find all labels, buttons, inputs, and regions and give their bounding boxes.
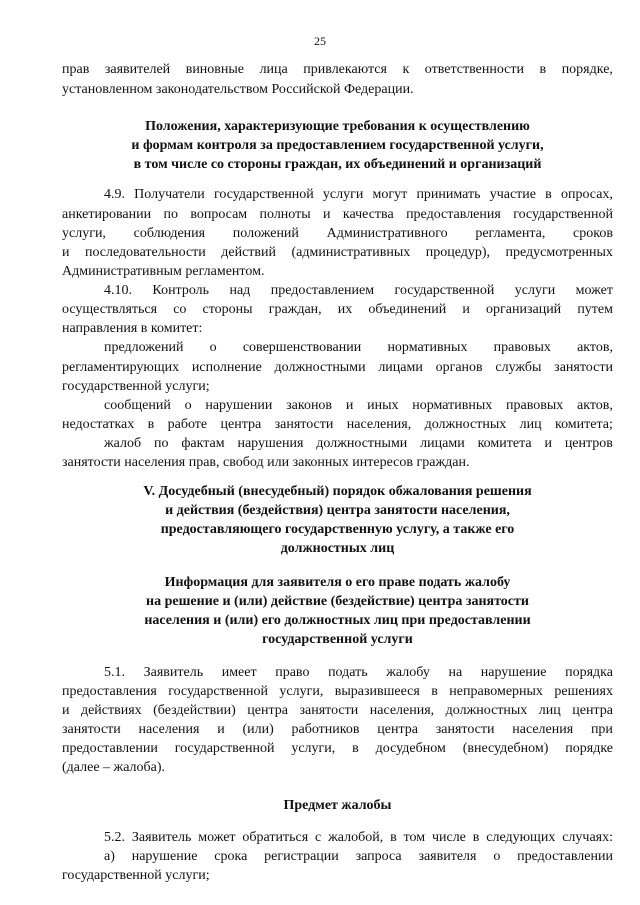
- section-heading: в том числе со стороны граждан, их объединений и организаций: [133, 157, 542, 172]
- paragraph-line: 5.2. Заявитель может обратиться с жалобой, в том числе в следующих случаях:: [104, 830, 613, 845]
- paragraph-line: предложений о совершенствовании нормативных правовых актов,: [104, 340, 613, 355]
- chapter-heading: V. Досудебный (внесудебный) порядок обжалования решения: [143, 484, 532, 499]
- paragraph-line: занятости населения прав, свобод или законных интересов граждан.: [62, 455, 470, 470]
- paragraph-line: Административным регламентом.: [62, 264, 265, 279]
- section-heading: и формам контроля за предоставлением государственной услуги,: [131, 138, 544, 153]
- paragraph-line: и последовательности действий (административных процедур), предусмотренных: [62, 245, 613, 260]
- section-heading: государственной услуги: [262, 632, 413, 647]
- paragraph-line: государственной услуги;: [62, 868, 210, 883]
- paragraph-line: жалоб по фактам нарушения должностными лицами комитета и центров: [104, 436, 613, 451]
- paragraph-line: (далее – жалоба).: [62, 760, 166, 775]
- chapter-heading: и действия (бездействия) центра занятости населения,: [165, 503, 510, 518]
- paragraph-line: и действиях (бездействии) центра занятости населения, должностных лиц центра: [62, 703, 613, 718]
- paragraph-line: установленном законодательством Российской Федерации.: [62, 82, 414, 97]
- paragraph-line: предоставлении государственной услуги, в досудебном (внесудебном) порядке: [62, 741, 613, 756]
- paragraph-line: сообщений о нарушении законов и иных нормативных правовых актов,: [104, 398, 613, 413]
- paragraph-line: прав заявителей виновные лица привлекаются к ответственности в порядке,: [62, 62, 613, 77]
- paragraph-line: 4.9. Получатели государственной услуги могут принимать участие в опросах,: [104, 187, 613, 202]
- paragraph-line: недостатках в работе центра занятости населения, должностных лиц комитета;: [62, 417, 613, 432]
- paragraph-line: направления в комитет:: [62, 321, 203, 336]
- paragraph-line: осуществляться со стороны граждан, их объединений и организаций путем: [62, 302, 613, 317]
- section-heading: населения и (или) его должностных лиц при предоставлении: [144, 613, 531, 628]
- paragraph-line: услуги, соблюдения положений Административного регламента, сроков: [62, 226, 613, 241]
- paragraph-line: регламентирующих исполнение должностными лицами органов службы занятости: [62, 360, 613, 375]
- chapter-heading: предоставляющего государственную услугу, а также его: [160, 522, 515, 537]
- section-heading: Предмет жалобы: [283, 798, 392, 813]
- section-heading: Положения, характеризующие требования к осуществлению: [145, 119, 530, 134]
- paragraph-line: анкетировании по вопросам полноты и качества предоставления государственной: [62, 207, 613, 222]
- chapter-heading: должностных лиц: [280, 541, 395, 556]
- paragraph-line: предоставления государственной услуги, выразившееся в неправомерных решениях: [62, 684, 613, 699]
- page-number: 25: [314, 34, 326, 48]
- paragraph-line: занятости населения и (или) работников центра занятости населения при: [62, 722, 613, 737]
- paragraph-line: 4.10. Контроль над предоставлением государственной услуги может: [104, 283, 613, 298]
- paragraph-line: 5.1. Заявитель имеет право подать жалобу на нарушение порядка: [104, 665, 613, 680]
- paragraph-line: а) нарушение срока регистрации запроса заявителя о предоставлении: [104, 849, 613, 864]
- section-heading: на решение и (или) действие (бездействие) центра занятости: [146, 594, 529, 609]
- paragraph-line: государственной услуги;: [62, 379, 210, 394]
- section-heading: Информация для заявителя о его праве подать жалобу: [164, 575, 511, 590]
